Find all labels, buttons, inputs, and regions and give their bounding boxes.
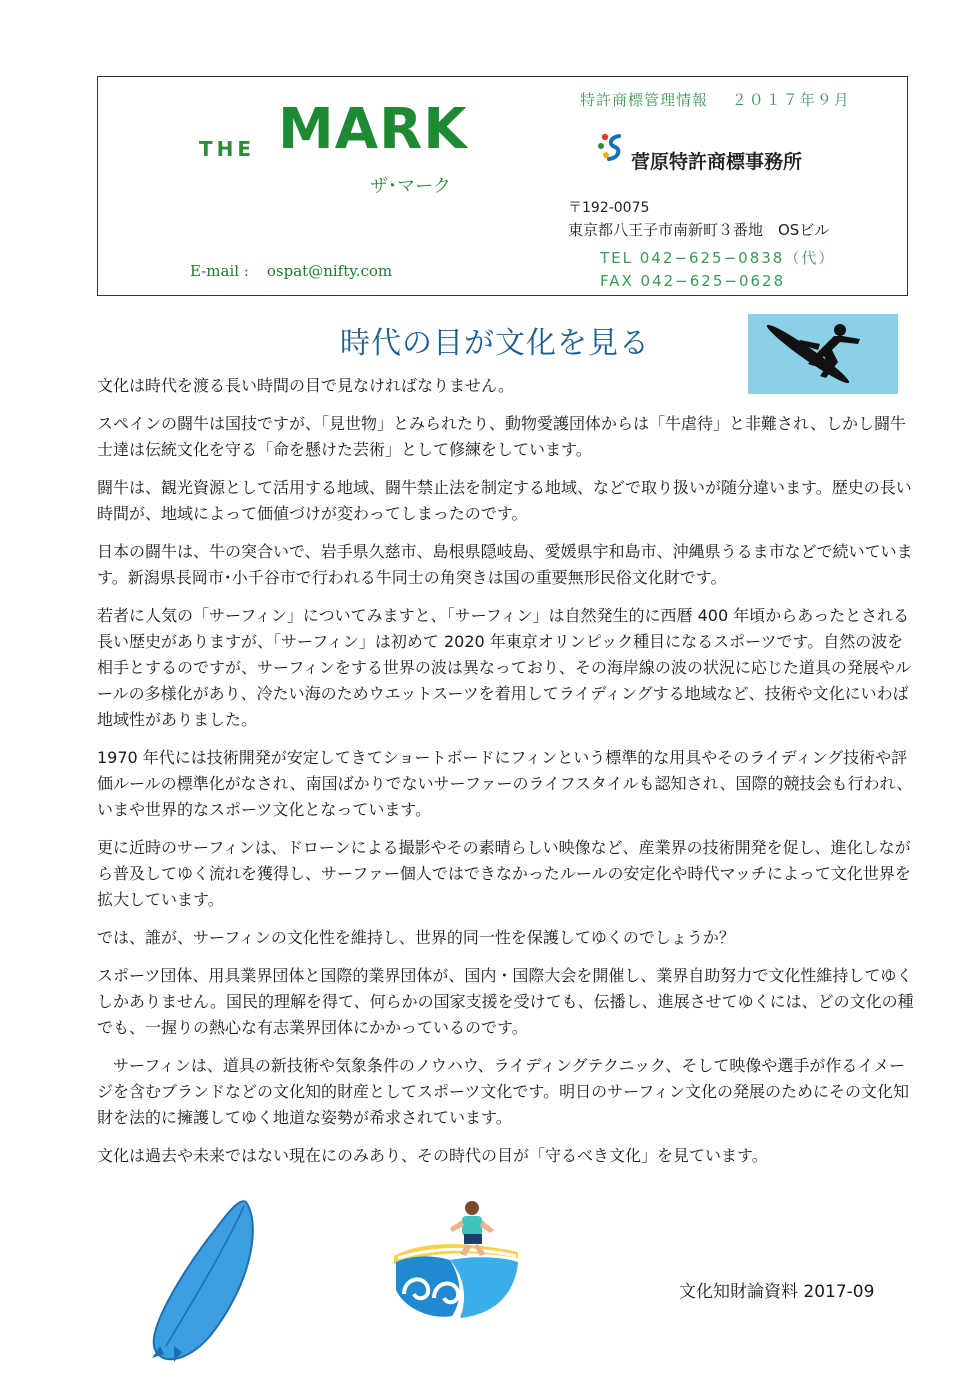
email-address: ospat@nifty.com <box>266 262 393 280</box>
fax: FAX 042−625−0628 <box>600 272 786 290</box>
issue-date: ２０１７年９月 <box>731 91 851 109</box>
email-label: E-mail : <box>190 262 249 280</box>
logo-subtitle: ザ･マーク <box>370 176 451 197</box>
paragraph: サーフィンは、道具の新技術や気象条件のノウハウ、ライディングテクニック、そして映像や選手が作るイメージを含むブランドなどの文化知的財産としてスポーツ文化です。明日のサーフィン文化の発展のためにその文化知財を法的に擁護してゆく地道な姿勢が希求されています。 <box>97 1056 910 1127</box>
article-title: 時代の目が文化を見る <box>340 326 650 361</box>
article-body <box>97 373 915 1181</box>
issue-line <box>580 89 851 110</box>
paragraph: 更に近時のサーフィンは、ドローンによる撮影やその素晴らしい映像など、産業界の技術開発を促し、進化しながら普及してゆく流れを獲得し、サーファー個人ではできなかったルールの安定化や時代マッチによって文化世界を拡大しています。 <box>97 838 911 909</box>
surfer-wave-illustration <box>390 1198 522 1320</box>
paragraph: 日本の闘牛は、牛の突合いで、岩手県久慈市、島根県隠岐島、愛媛県宇和島市、沖縄県うるま市などで続いています。新潟県長岡市･小千谷市で行われる牛同士の角突きは国の重要無形民俗文化財です。 <box>97 542 913 587</box>
firm-logo-icon <box>597 132 623 162</box>
paragraph: では、誰が、サーフィンの文化性を維持し、世界的同一性を保護してゆくのでしょうか？ <box>97 928 735 947</box>
paragraph: 文化は過去や未来ではない現在にのみあり、その時代の目が「守るべき文化」を見ています。 <box>97 1146 768 1165</box>
issue-label: 特許商標管理情報 <box>580 91 709 109</box>
logo-the: THE <box>199 137 256 161</box>
logo-mark: MARK <box>278 97 468 162</box>
footer-note: 文化知財論資料 2017-09 <box>679 1282 875 1302</box>
telephone: TEL 042−625−0838（代） <box>600 249 836 267</box>
email-line <box>190 262 392 280</box>
paragraph: 1970 年代には技術開発が安定してきてショートボードにフィンという標準的な用具やそのライディング技術や評価ルールの標準化がなされ、南国ばかりでないサーファーのライフスタイルも認知され、国際的競技会も行われ、いまや世界的なスポーツ文化となっています。 <box>97 748 913 819</box>
paragraph: 文化は時代を渡る長い時間の目で見なければなりません。 <box>97 376 514 395</box>
paragraph: 闘牛は、観光資源として活用する地域、闘牛禁止法を制定する地域、などで取り扱いが随分違います。歴史の長い時間が、地域によって価値づけが変わってしまったのです。 <box>97 478 912 523</box>
paragraph: 若者に人気の「サーフィン」についてみますと、「サーフィン」は自然発生的に西暦 400 年頃からあったとされる長い歴史がありますが、「サーフィン」は初めて 2020 年東京オリンピック種目になるスポーツです。自然の波を相手とするのですが、サーフィンをする世界の波は異なっており、その海岸線の波の状況に応じた道具の発展やルールの多様化があり、冷たい海のためウエットスーツを着用してライディングする地域など、技術や文化にいわば地域性がありました。 <box>97 606 911 729</box>
surfboard-illustration <box>146 1196 264 1368</box>
paragraph: スポーツ団体、用具業界団体と国際的業界団体が、国内・国際大会を開催し、業界自助努力で文化性維持してゆくしかありません。国民的理解を得て、何らかの国家支援を受けても、伝播し、進展させてゆくには、どの文化の種でも、一握りの熱心な有志業界団体にかかっているのです。 <box>97 966 914 1037</box>
firm-name: 菅原特許商標事務所 <box>631 151 803 173</box>
firm-address: 東京都八王子市南新町３番地 OSビル <box>568 221 830 239</box>
postal-code: 〒192-0075 <box>568 200 650 216</box>
newsletter-header <box>97 76 908 296</box>
paragraph: スペインの闘牛は国技ですが、「見世物」とみられたり、動物愛護団体からは「牛虐待」と非難され、しかし闘牛士達は伝統文化を守る「命を懸けた芸術」として修練をしています。 <box>97 414 906 459</box>
